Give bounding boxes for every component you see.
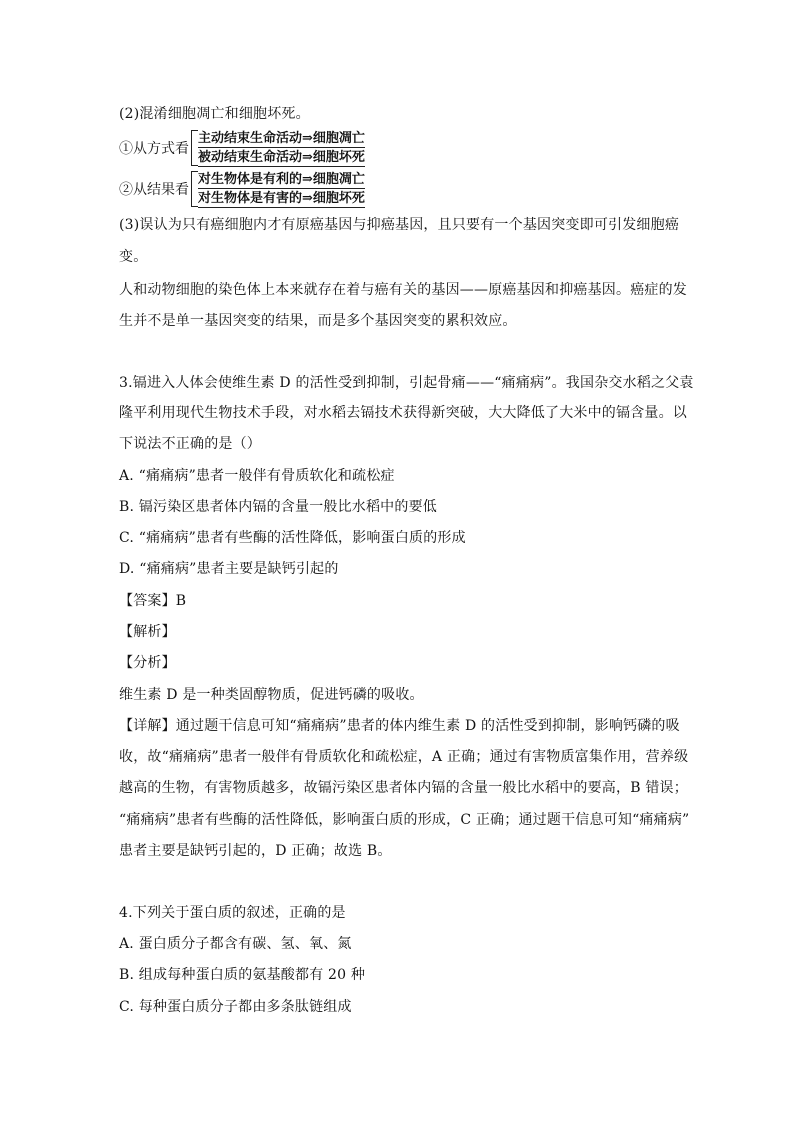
section-3-line-2: 变。 <box>119 249 148 265</box>
question-3-stem-1: 3.镉进入人体会使维生素 D 的活性受到抑制，引起骨痛——“痛痛病”。我国杂交水稻之父袁 <box>119 375 694 391</box>
question-3-option-b: B. 镉污染区患者体内镉的含量一般比水稻中的要低 <box>119 499 437 515</box>
by-result-brace <box>191 171 379 207</box>
by-method-label: ①从方式看 <box>119 141 189 157</box>
by-result-label: ②从结果看 <box>119 182 189 198</box>
question-3-detail-5: 患者主要是缺钙引起的，D 正确；故选 B。 <box>119 843 392 859</box>
by-result-row-1: 对生物体是有利的⇒细胞凋亡 <box>198 172 365 187</box>
question-3-option-c: C. “痛痛病”患者有些酶的活性降低，影响蛋白质的形成 <box>119 530 466 546</box>
by-method-row-1: 主动结束生命活动⇒细胞凋亡 <box>198 131 365 146</box>
question-3-analysis-heading: 【解析】 <box>119 624 176 640</box>
question-3-stem-2: 隆平利用现代生物技术手段，对水稻去镉技术获得新突破，大大降低了大米中的镉含量。以 <box>119 405 687 421</box>
question-4-option-b: B. 组成每种蛋白质的氨基酸都有 20 种 <box>119 967 366 983</box>
question-3-detail-2: 收，故“痛痛病”患者一般伴有骨质软化和疏松症，A 正确；通过有害物质富集作用，营养级 <box>119 749 689 765</box>
section-3-line-4: 生并不是单一基因突变的结果，而是多个基因突变的累积效应。 <box>119 313 517 329</box>
question-3-detail-4: “痛痛病”患者有些酶的活性降低，影响蛋白质的形成，C 正确；通过题干信息可知“痛痛病” <box>119 812 690 828</box>
question-4-stem: 4.下列关于蛋白质的叙述，正确的是 <box>119 905 346 921</box>
question-3-fenxi-text: 维生素 D 是一种类固醇物质，促进钙磷的吸收。 <box>119 687 424 703</box>
question-3-fenxi-heading: 【分析】 <box>119 655 176 671</box>
section-3-line-1: (3)误认为只有癌细胞内才有原癌基因与抑癌基因，且只要有一个基因突变即可引发细胞癌 <box>119 217 680 233</box>
by-method-row-2: 被动结束生命活动⇒细胞坏死 <box>198 150 365 165</box>
question-3-detail-3: 越高的生物，有害物质越多，故镉污染区患者体内镉的含量一般比水稻中的要高，B 错误； <box>119 780 688 796</box>
question-3-answer: 【答案】B <box>119 593 187 609</box>
question-3-option-a: A. “痛痛病”患者一般伴有骨质软化和疏松症 <box>119 468 395 484</box>
question-3-stem-3: 下说法不正确的是（） <box>119 436 261 452</box>
question-3-option-d: D. “痛痛病”患者主要是缺钙引起的 <box>119 561 339 577</box>
question-3-detail-1: 【详解】通过题干信息可知“痛痛病”患者的体内维生素 D 的活性受到抑制，影响钙磷的吸 <box>119 718 680 734</box>
question-4-option-c: C. 每种蛋白质分子都由多条肽链组成 <box>119 999 352 1015</box>
question-4-option-a: A. 蛋白质分子都含有碳、氢、氧、氮 <box>119 936 352 952</box>
by-result-row-2: 对生物体是有害的⇒细胞坏死 <box>198 191 365 206</box>
section-2-heading: (2)混淆细胞凋亡和细胞坏死。 <box>119 106 310 122</box>
by-method-brace <box>191 130 379 166</box>
section-3-line-3: 人和动物细胞的染色体上本来就存在着与癌有关的基因——原癌基因和抑癌基因。癌症的发 <box>119 282 687 298</box>
